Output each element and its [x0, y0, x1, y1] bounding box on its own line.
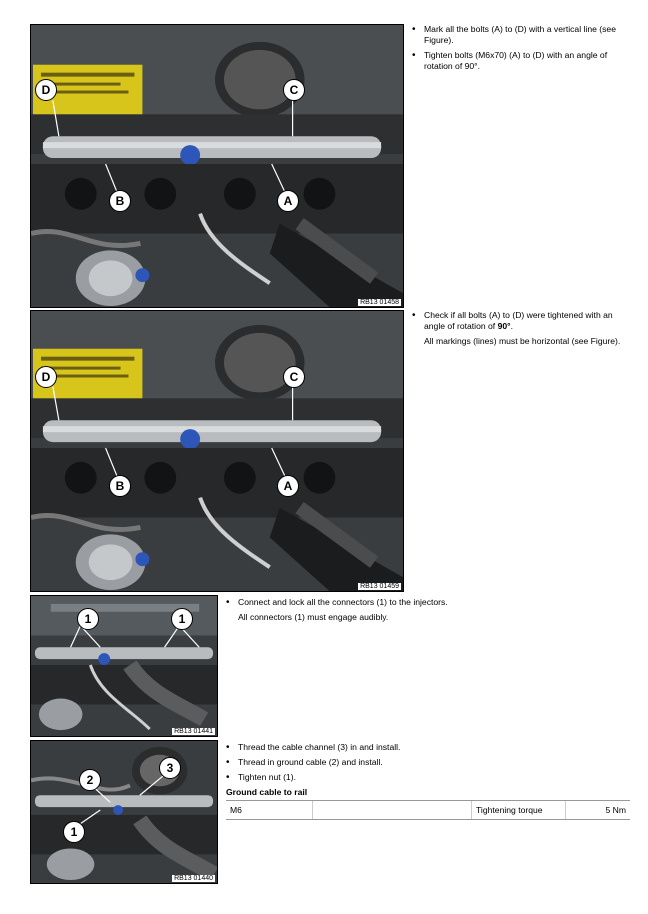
check-text: Check if all bolts (A) to (D) were tightened with an angle of rotation of: [424, 310, 613, 331]
note-markings: All markings (lines) must be horizontal (see Figure).: [424, 336, 621, 346]
steps-figure-3: [226, 597, 626, 627]
step-tighten-nut: • Tighten nut (1).: [226, 772, 630, 783]
cell-empty: [313, 801, 472, 820]
engine-photo-2: [30, 310, 404, 592]
step-mark-bolts: • Mark all the bolts (A) to (D) with a vertical line (see Figure).: [412, 24, 632, 46]
steps-figure-1: [412, 24, 632, 76]
callout-3: 3: [159, 757, 181, 779]
step-connect-connectors: • Connect and lock all the connectors (1) to the injectors.: [226, 597, 626, 608]
figure-ref: RB13 01458: [360, 299, 399, 306]
engine-photo-4: [30, 740, 218, 884]
callout-c: C: [283, 79, 305, 101]
callout-1: 1: [63, 821, 85, 843]
callout-b: B: [109, 475, 131, 497]
note-engage: All connectors (1) must engage audibly.: [238, 612, 389, 622]
cell-label: Tightening torque: [472, 801, 566, 820]
callout-d: D: [35, 79, 57, 101]
callout-d: D: [35, 366, 57, 388]
callout-b: B: [109, 190, 131, 212]
check-suffix: .: [510, 321, 513, 331]
engine-photo-1: [30, 24, 404, 308]
step-thread-ground-cable: • Thread in ground cable (2) and install.: [226, 757, 630, 768]
figure-ref: RB13 01440: [174, 875, 213, 882]
check-angle: 90°: [497, 321, 511, 331]
steps-figure-2: [412, 310, 632, 351]
callout-a: A: [277, 190, 299, 212]
cell-value: 5 Nm: [566, 801, 631, 820]
figure-ref: RB13 01441: [174, 728, 213, 735]
step-check-bolts: [412, 310, 632, 332]
steps-figure-4: [226, 742, 630, 820]
step-tighten-bolts: • Tighten bolts (M6x70) (A) to (D) with an angle of rotation of 90°.: [412, 50, 632, 72]
cell-thread: M6: [226, 801, 313, 820]
figure-ref: RB13 01459: [360, 583, 399, 590]
callout-a: A: [277, 475, 299, 497]
table-heading: Ground cable to rail: [226, 787, 308, 797]
engine-photo-3: [30, 595, 218, 737]
table-row: [226, 801, 630, 820]
callout-1-left: 1: [77, 608, 99, 630]
callout-2: 2: [79, 769, 101, 791]
step-thread-cable-channel: • Thread the cable channel (3) in and install.: [226, 742, 630, 753]
torque-table: [226, 800, 630, 820]
callout-1-right: 1: [171, 608, 193, 630]
callout-c: C: [283, 366, 305, 388]
